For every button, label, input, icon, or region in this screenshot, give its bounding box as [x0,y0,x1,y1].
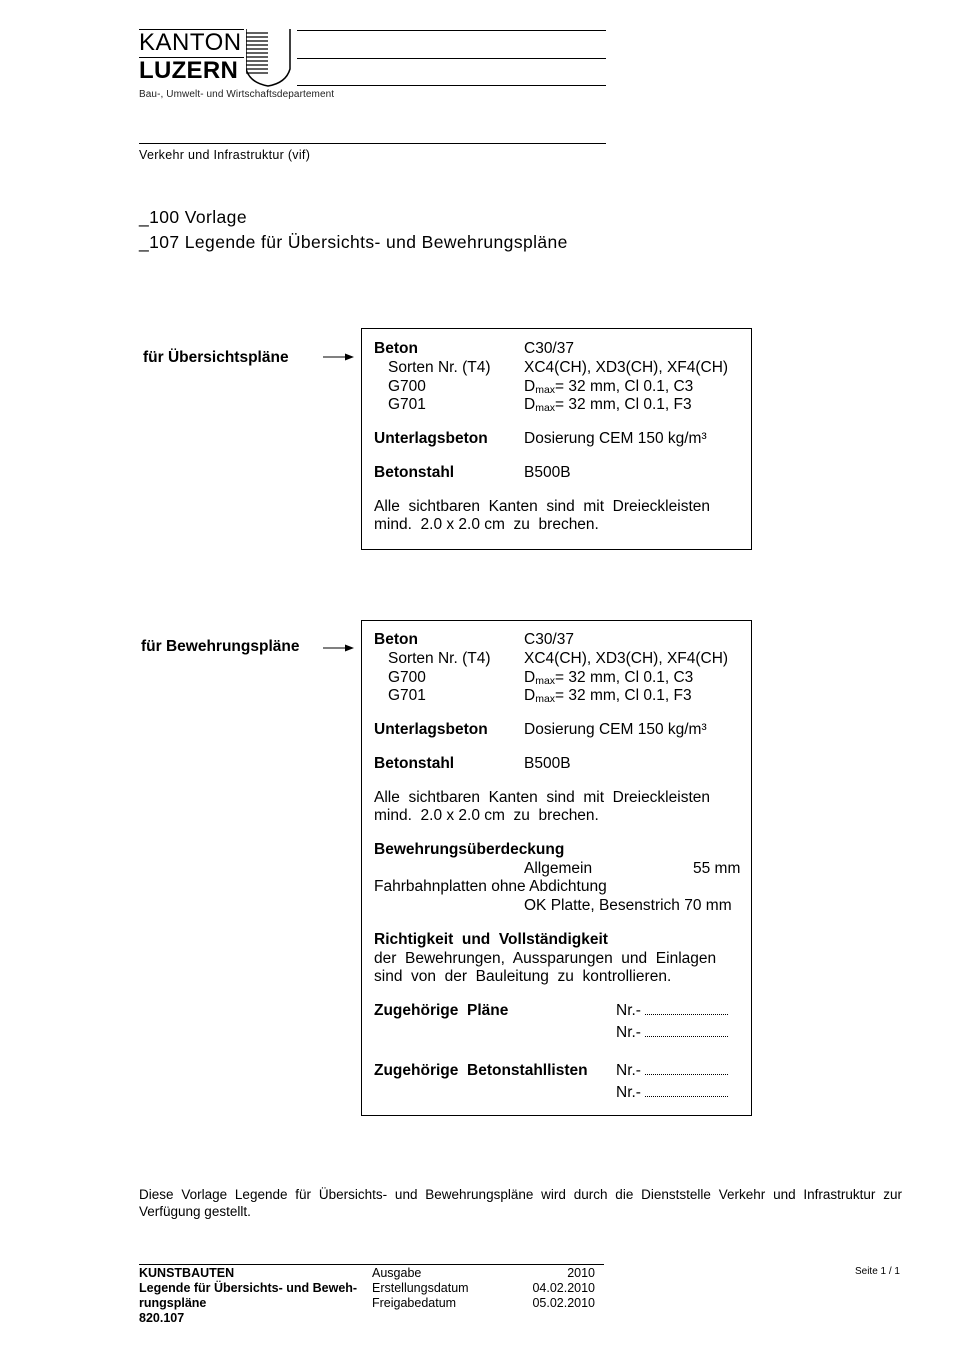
s1-kanten-line2: mind. 2.0 x 2.0 cm zu brechen. [374,516,599,533]
document-title-line1: _100 Vorlage [139,207,247,227]
s2-kanten-line1: Alle sichtbaren Kanten sind mit Dreieckleisten [374,789,710,806]
document-title-line2: _107 Legende für Übersichts- und Bewehrungspläne [139,232,568,252]
logo-department-text: Bau-, Umwelt- und Wirtschaftsdepartement [139,89,335,100]
s2-fahrbahn-value: OK Platte, Besenstrich 70 mm [524,897,732,914]
s2-kanten-line2: mind. 2.0 x 2.0 cm zu brechen. [374,807,599,824]
s2-listen-nr2-label: Nr.- [616,1084,641,1101]
s2-g700-rest: = 32 mm, Cl 0.1, C3 [555,669,694,686]
footer-erstellung-label: Erstellungsdatum [372,1281,469,1295]
s1-g700-label: G700 [388,378,426,395]
s2-plaene-nr1-blank [645,1001,728,1015]
s2-plaene-nr1 [616,1001,728,1020]
s1-beton-label: Beton [374,340,418,357]
s2-listen-nr1-label: Nr.- [616,1062,641,1079]
s2-sorten-value: XC4(CH), XD3(CH), XF4(CH) [524,650,729,667]
s1-sorten-value: XC4(CH), XD3(CH), XF4(CH) [524,359,729,376]
s1-g700-value [524,377,693,396]
s1-g701-label: G701 [388,396,426,413]
footer-freigabe-value: 05.02.2010 [532,1296,595,1310]
footer-erstellung-value: 04.02.2010 [532,1281,595,1295]
s2-richtigkeit-label: Richtigkeit und Vollständigkeit [374,931,608,948]
s2-plaene-nr2-blank [645,1023,728,1037]
s2-ueberdeckung-label: Bewehrungsüberdeckung [374,841,565,858]
footer-category: KUNSTBAUTEN [139,1266,235,1280]
s2-g700-sub: max [535,675,556,687]
s2-plaene-nr2-label: Nr.- [616,1024,641,1041]
footer-ausgabe-value: 2010 [567,1266,595,1280]
s1-g700-rest: = 32 mm, Cl 0.1, C3 [555,378,694,395]
footer-doc-number: 820.107 [139,1311,185,1325]
department-rule [139,143,606,144]
s1-g700-sub: max [535,384,556,396]
footer-rule [139,1264,604,1265]
s2-plaene-nr1-label: Nr.- [616,1002,641,1019]
s2-allgemein-value: 55 mm [693,860,741,877]
s2-g700-d: D [524,669,536,686]
s1-kanten-line1: Alle sichtbaren Kanten sind mit Dreieckleisten [374,498,710,515]
s2-unterlags-value: Dosierung CEM 150 kg/m³ [524,721,707,738]
s1-unterlags-label: Unterlagsbeton [374,430,488,447]
footer-page-number: Seite 1 / 1 [854,1266,900,1277]
s2-plaene-label: Zugehörige Pläne [374,1002,509,1019]
footer-ausgabe-label: Ausgabe [372,1266,422,1280]
s2-g700-label: G700 [388,669,426,686]
s2-g701-d: D [524,687,536,704]
s1-g701-sub: max [535,402,556,414]
s1-g701-d: D [524,396,536,413]
section1-label: für Übersichtspläne [143,349,289,366]
s1-stahl-label: Betonstahl [374,464,455,481]
s2-g701-value [524,686,692,705]
s2-g701-sub: max [535,693,556,705]
s2-g701-rest: = 32 mm, Cl 0.1, F3 [555,687,692,704]
s2-sorten-label: Sorten Nr. (T4) [388,650,491,667]
s2-listen-nr2-blank [645,1083,728,1097]
section2-label: für Bewehrungspläne [141,638,300,655]
footer-freigabe-label: Freigabedatum [372,1296,457,1310]
arrow-right-icon [323,643,355,653]
s2-beton-value: C30/37 [524,631,574,648]
s1-g700-d: D [524,378,536,395]
arrow-right-icon [323,352,355,362]
s1-stahl-value: B500B [524,464,571,481]
s1-unterlags-value: Dosierung CEM 150 kg/m³ [524,430,707,447]
footer-doc-title-line2: rungspläne [139,1296,207,1310]
s2-g701-label: G701 [388,687,426,704]
s2-listen-nr1 [616,1061,728,1080]
footer-doc-title-line1: Legende für Übersichts- und Beweh- [139,1281,358,1295]
s2-richtigkeit-line1: der Bewehrungen, Aussparungen und Einlagen [374,950,717,967]
s2-stahl-value: B500B [524,755,571,772]
s2-stahl-label: Betonstahl [374,755,455,772]
header-rule-1 [297,30,606,31]
s2-unterlags-label: Unterlagsbeton [374,721,488,738]
s1-g701-rest: = 32 mm, Cl 0.1, F3 [555,396,692,413]
footnote-text: Diese Vorlage Legende für Übersichts- und Bewehrungspläne wird durch die Dienststelle Verkehr und Infrastruktur zur Verfügung gestellt. [139,1187,902,1219]
s2-g700-value [524,668,693,687]
logo-kanton-text: KANTON [139,29,242,56]
s1-sorten-label: Sorten Nr. (T4) [388,359,491,376]
s2-beton-label: Beton [374,631,418,648]
canton-crest-icon [246,29,294,87]
s2-plaene-nr2 [616,1023,728,1042]
s2-listen-nr2 [616,1083,728,1102]
s1-beton-value: C30/37 [524,340,574,357]
header-rule-2 [297,58,606,59]
s2-listen-label: Zugehörige Betonstahllisten [374,1062,588,1079]
logo-luzern-text: LUZERN [139,57,239,84]
header-rule-3 [297,85,606,86]
s2-richtigkeit-line2: sind von der Bauleitung zu kontrollieren. [374,968,672,985]
s2-fahrbahn-label: Fahrbahnplatten ohne Abdichtung [374,878,607,895]
department-name: Verkehr und Infrastruktur (vif) [139,148,311,162]
s1-g701-value [524,395,692,414]
s2-allgemein-label: Allgemein [524,860,593,877]
s2-listen-nr1-blank [645,1061,728,1075]
